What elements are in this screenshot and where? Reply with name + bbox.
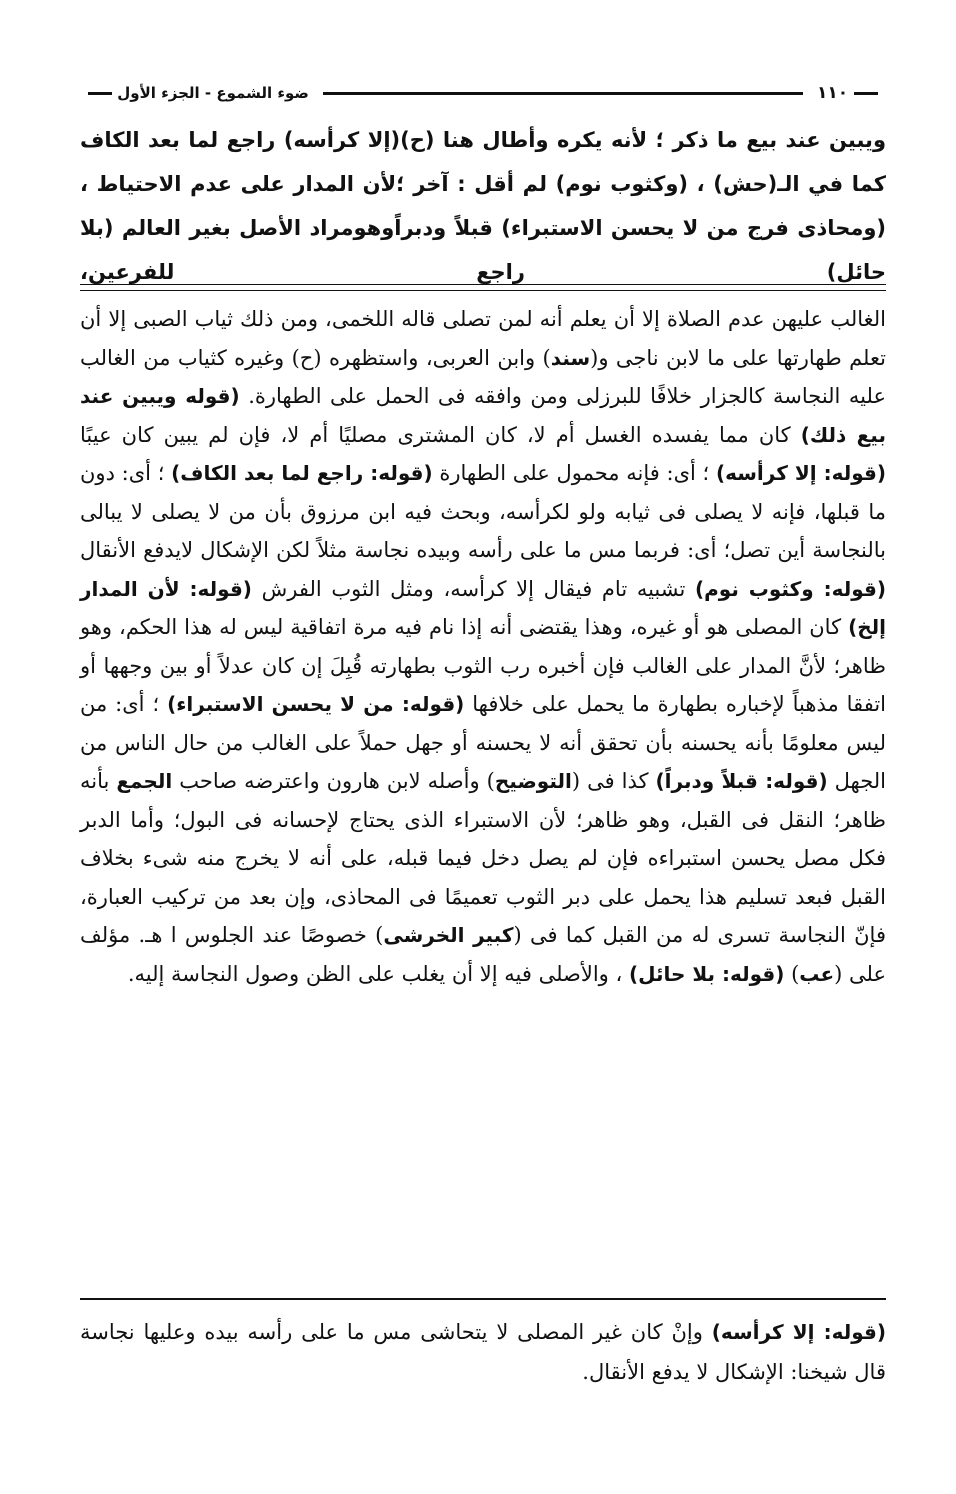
bold-citation: (قوله: قبلاً ودبراً)	[655, 769, 828, 793]
text-run: تشبيه تام فيقال إلا كرأسه، ومثل الثوب الفرش	[251, 576, 695, 601]
footnote-separator	[80, 1298, 886, 1300]
bold-citation: (قوله: إلا كرأسه)	[715, 461, 886, 485]
text-run: كان مما يفسده الغسل أم لا، كان المشترى مصليًا أم لا، فإن لم يبين كان عيبًا	[80, 422, 801, 447]
bold-citation: (قوله: من لا يحسن الاستبراء)	[167, 692, 465, 716]
text-run: ، والأصلى فيه إلا أن يغلب على الظن وصول النجاسة إليه.	[127, 961, 629, 986]
bold-citation: كبير الخرشى	[383, 923, 514, 947]
text-run: ؛ أى: من ليس معلومًا بأنه يحسنه بأن تحقق أنه لا يحسنه أو جهل حملاً على الغالب من حال الناس من الجهل	[80, 692, 886, 793]
main-text-separator	[80, 284, 886, 291]
bold-citation: (قوله: لأن المدار إلخ)	[80, 576, 886, 639]
bold-citation: سند	[550, 345, 591, 370]
page-header	[88, 78, 878, 108]
text-run: ؛ أى: دون ما قبلها، فإنه لا يصلى فى ثيابه ولو لكرأسه، وبحث فيه ابن مرزوق بأن من لا يصلى لا يبالى بالنجاسة أين تصل؛ أى: فربما مس ما على رأسه وبيده نجاسة مثلاً لكن الإشكال لايدفع الأنقال	[80, 461, 886, 562]
bold-citation: (قوله: إلا كرأسه)	[711, 1320, 886, 1344]
text-run: الغالب عليهن عدم الصلاة إلا أن يعلم أنه لمن تصلى قاله اللخمى، ومن ذلك ثياب الصبى إلا أن تعلم طهارتها على ما لابن ناجى و(	[80, 307, 886, 370]
bold-citation: (قوله ويبين عند بيع ذلك)	[80, 384, 886, 447]
page-number: ١١٠	[817, 83, 878, 103]
text-run: ) وأصله لابن هارون واعترضه صاحب	[172, 769, 495, 793]
text-run: بأنه ظاهر؛ النقل فى القبل، وهو ظاهر؛ لأن الاستبراء الذى يحتاج لإحسانه فى البول؛ وأما الدبر فكل مصل يحسن استبراءه فإن لم يصل دخل فيما قبله، على أنه لا يخرج منه شىء بخلاف القبل فبعد تسليم هذا يحمل على دبر الثوب تعميمًا فى المحاذى، وإن بعد من تركيب العبارة، فإنّ النجاسة تسرى له من القبل كما فى (	[80, 769, 886, 947]
main-text	[80, 118, 886, 294]
text-run: ) خصوصًا عند الجلوس ا هـ. مؤلف على (	[80, 923, 886, 986]
commentary-paragraph	[80, 300, 886, 993]
text-run: كان المصلى هو أو غيره، وهذا يقتضى أنه إذا نام فيه مرة اتفاقية ليس له هذا الحكم، وهو ظاهر؛ لأنَّ المدار على الغالب فإن أخبره رب الثوب بطهارته قُبِلَ إن كان عدلاً أو بين وجهها أو اتفقا مذهباً لإخباره بطهارة ما يحمل على خلافها	[80, 615, 886, 716]
book-title: ضوء الشموع - الجزء الأول	[88, 84, 309, 102]
text-run: كذا فى (	[571, 769, 656, 793]
header-rule	[323, 92, 803, 95]
footnote-paragraph	[80, 1312, 886, 1392]
bold-citation: (قوله: راجع لما بعد الكاف)	[171, 461, 433, 485]
footnote	[80, 1312, 886, 1392]
bold-citation: عب	[799, 961, 835, 986]
text-run: ؛ أى: فإنه محمول على الطهارة	[432, 461, 716, 485]
bold-citation: الجمع	[116, 769, 173, 793]
text-run: وإنْ كان غير المصلى لا يتحاشى مس ما على رأسه بيده وعليها نجاسة قال شيخنا: الإشكال لا يدفع الأنقال.	[80, 1320, 886, 1384]
text-run: )	[784, 961, 800, 986]
bold-citation: (قوله: وكثوب نوم)	[694, 576, 886, 601]
bold-citation: التوضيح	[494, 769, 572, 793]
main-text-paragraph: ويبين عند بيع ما ذكر ؛ لأنه يكره وأطال هنا (ح)(إلا كرأسه) راجع لما بعد الكاف كما في الـ(حش) ، (وكثوب نوم) لم أقل : آخر ؛لأن المدار على عدم الاحتياط ، (ومحاذى فرج من لا يحسن الاستبراء) قبلاً ودبراًوهومراد الأصل بغير العالم (بلا حائل) راجع للفرعين،	[80, 128, 886, 284]
bold-citation: (قوله: بلا حائل)	[628, 961, 785, 986]
text-run: ) وابن العربى، واستظهره (ح) وغيره كثياب من الغالب عليه النجاسة كالجزار خلافًا للبرزلى ومن وافقه فى الحمل على الطهارة.	[80, 345, 886, 408]
commentary	[80, 300, 886, 993]
